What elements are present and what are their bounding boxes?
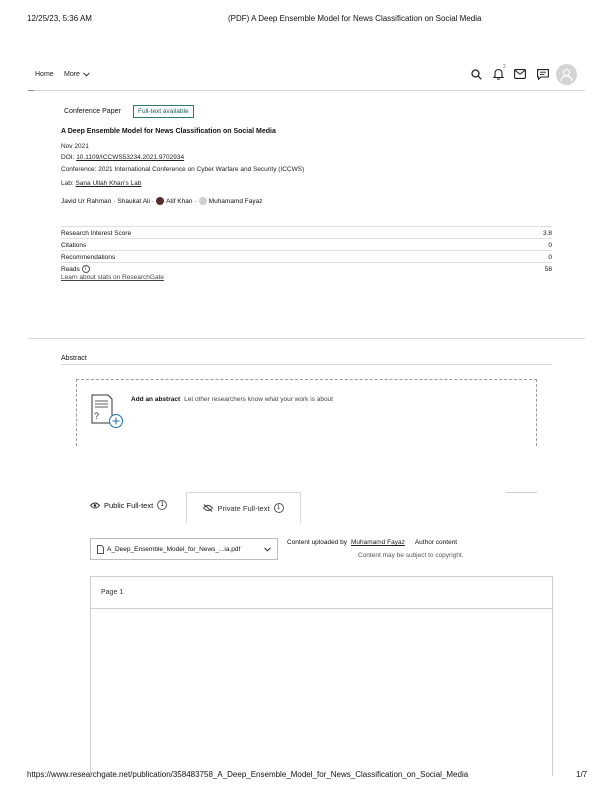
author-avatar xyxy=(156,197,164,205)
file-name: A_Deep_Ensemble_Model_for_News_...ia.pdf xyxy=(107,545,241,553)
stat-label: Citations xyxy=(61,242,87,249)
print-page-title: (PDF) A Deep Ensemble Model for News Classification on Social Media xyxy=(228,14,482,23)
lab-link[interactable]: Sana Ullah Khan's Lab xyxy=(75,180,142,187)
stat-value: 58 xyxy=(544,266,552,273)
stat-row xyxy=(61,262,552,274)
file-name-group xyxy=(97,545,240,554)
stat-row xyxy=(61,250,552,262)
stat-row xyxy=(61,238,552,250)
nav-more-menu[interactable] xyxy=(64,71,90,78)
add-abstract-box[interactable] xyxy=(76,379,537,446)
copyright-notice: Content may be subject to copyright. xyxy=(358,552,464,559)
abstract-heading: Abstract xyxy=(61,355,87,362)
doi-link[interactable]: 10.1109/ICCWS53234.2021.9702934 xyxy=(76,154,185,161)
stat-label: Research Interest Score xyxy=(61,230,132,237)
file-icon xyxy=(97,545,104,554)
print-datetime: 12/25/23, 5:36 AM xyxy=(27,14,92,23)
tab-public-fulltext[interactable] xyxy=(90,500,167,510)
user-icon xyxy=(559,67,574,82)
avatar[interactable] xyxy=(556,64,577,85)
paper-date: Nov 2021 xyxy=(61,143,89,150)
paper-conference: Conference: 2021 International Conference on Cyber Warfare and Security (ICCWS) xyxy=(61,166,305,173)
svg-text:?: ? xyxy=(94,411,100,421)
tab-private-fulltext[interactable] xyxy=(186,492,301,523)
chevron-down-icon xyxy=(264,547,271,552)
nav-more-label: More xyxy=(64,71,80,78)
paper-type: Conference Paper xyxy=(64,108,121,115)
fulltext-available-badge[interactable]: Full-text available xyxy=(133,105,194,118)
paper-title: A Deep Ensemble Model for News Classification on Social Media xyxy=(61,128,276,135)
nav-divider-accent xyxy=(28,90,34,91)
uploader-link[interactable]: Muhamamd Fayaz xyxy=(351,539,405,546)
author-link[interactable]: Shaukat Ali xyxy=(117,197,150,205)
stat-label: Reads xyxy=(61,265,80,273)
stat-label-group xyxy=(61,265,90,273)
eye-icon xyxy=(90,502,100,509)
add-document-icon xyxy=(90,393,126,429)
section-divider xyxy=(28,338,585,339)
tab-public-label: Public Full-text xyxy=(104,500,154,510)
author-link[interactable]: Muhamamd Fayaz xyxy=(208,197,263,205)
nav-home-link[interactable]: Home xyxy=(35,71,54,78)
stats-learn-link[interactable]: Learn about stats on ResearchGate xyxy=(61,274,164,281)
search-icon[interactable] xyxy=(469,67,483,81)
uploaded-prefix: Content uploaded by xyxy=(287,539,347,546)
add-abstract-description: Let other researchers know what your work is about xyxy=(184,396,333,403)
lab-label: Lab: xyxy=(61,180,74,187)
doi-label: DOI: xyxy=(61,154,75,161)
print-url: https://www.researchgate.net/publication/358483758_A_Deep_Ensemble_Model_for_News_Classification_on_Social_Media xyxy=(27,770,469,779)
stat-row xyxy=(61,226,552,238)
eye-off-icon xyxy=(203,504,213,512)
notification-badge: 2 xyxy=(503,64,506,70)
pdf-viewer-header xyxy=(90,576,553,609)
author-separator: · xyxy=(151,197,155,205)
stat-label: Recommendations xyxy=(61,254,116,261)
author-separator: · xyxy=(194,197,197,205)
tab-public-count: 1 xyxy=(157,500,167,510)
tab-private-count: 1 xyxy=(274,503,284,513)
nav-divider xyxy=(28,90,585,91)
chevron-down-icon xyxy=(83,72,90,77)
author-link[interactable]: Atif Khan xyxy=(166,197,193,205)
upload-info xyxy=(287,539,457,546)
print-page-number: 1/7 xyxy=(576,770,588,779)
stats-table xyxy=(61,226,552,274)
add-abstract-label: Add an abstract xyxy=(131,396,181,403)
author-list xyxy=(61,197,262,205)
tab-divider xyxy=(506,492,537,493)
author-avatar xyxy=(199,197,207,205)
message-icon[interactable] xyxy=(536,67,550,81)
author-link[interactable]: Javid Ur Rahman xyxy=(61,197,112,205)
file-select-dropdown[interactable] xyxy=(90,538,278,560)
tab-private-label: Private Full-text xyxy=(217,503,270,513)
paper-lab xyxy=(61,180,141,187)
paper-doi xyxy=(61,154,184,161)
abstract-divider xyxy=(61,364,552,365)
stat-value: 0 xyxy=(548,242,552,249)
author-separator: · xyxy=(113,197,116,205)
info-icon[interactable]: i xyxy=(82,265,90,273)
stat-value: 0 xyxy=(548,254,552,261)
stat-value: 3.8 xyxy=(542,230,552,237)
mail-icon[interactable] xyxy=(513,67,527,81)
add-abstract-prompt[interactable] xyxy=(131,396,333,403)
page-label: Page 1 xyxy=(101,589,124,596)
author-content-label: Author content xyxy=(414,539,458,546)
